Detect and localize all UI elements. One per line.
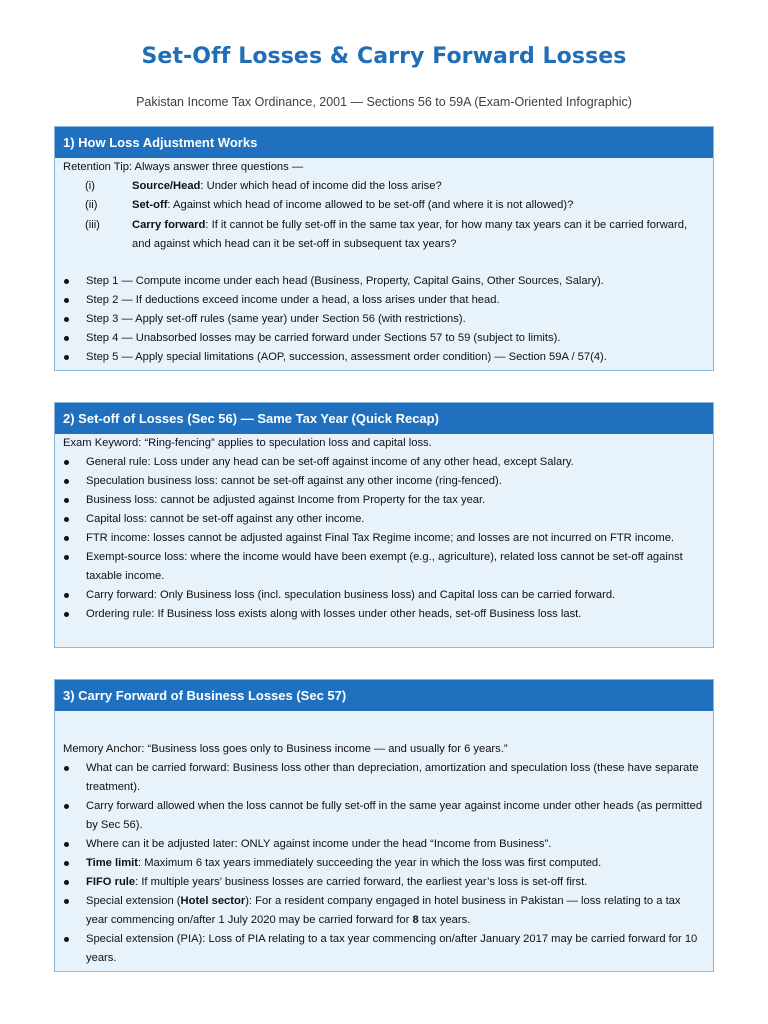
list-item: Step 1 — Compute income under each head (Business, Property, Capital Gains, Other Sources, Salary).: [63, 272, 705, 291]
list-item: Capital loss: cannot be set-off against any other income.: [63, 510, 705, 529]
list-item: General rule: Loss under any head can be set-off against income of any other head, except Salary.: [63, 453, 705, 472]
list-item: Step 5 — Apply special limitations (AOP, succession, assessment order condition) — Section 59A / 57(4).: [63, 348, 705, 367]
set-off-list: [63, 453, 705, 624]
list-item: Carry forward allowed when the loss cannot be fully set-off in the same year against income under other heads (as permitted by Sec 56).: [63, 797, 705, 835]
list-item: Carry forward: Only Business loss (incl. speculation business loss) and Capital loss can be carried forward.: [63, 586, 705, 605]
list-item: Time limit: Maximum 6 tax years immediately succeeding the year in which the loss was first computed.: [63, 854, 705, 873]
question-item: (iii) Carry forward: If it cannot be fully set-off in the same tax year, for how many tax years can it be carried forward, and against which head can it be set-off in subsequent tax years?: [85, 219, 688, 250]
list-item: Where can it be adjusted later: ONLY against income under the head “Income from Business”.: [63, 835, 705, 854]
list-item: FIFO rule: If multiple years’ business losses are carried forward, the earliest year’s loss is set-off first.: [63, 873, 705, 892]
section-set-off: [54, 402, 714, 648]
memory-anchor: Memory Anchor: “Business loss goes only to Business income — and usually for 6 years.”: [63, 743, 508, 755]
retention-tip: Retention Tip: Always answer three questions —: [63, 161, 304, 173]
page-subtitle: Pakistan Income Tax Ordinance, 2001 — Sections 56 to 59A (Exam-Oriented Infographic): [136, 95, 632, 109]
question-item: (ii) Set-off: Against which head of income allowed to be set-off (and where it is not allowed)?: [85, 199, 574, 211]
list-item: Special extension (Hotel sector): For a resident company engaged in hotel business in Pakistan — loss relating to a tax year commencing on/after 1 July 2020 may be carried forward for 8 tax years.: [63, 892, 705, 930]
list-item: What can be carried forward: Business loss other than depreciation, amortization and speculation loss (these have separate treatment).: [63, 759, 705, 797]
list-item: Step 2 — If deductions exceed income under a head, a loss arises under that head.: [63, 291, 705, 310]
section-header: 1) How Loss Adjustment Works: [55, 127, 713, 158]
exam-keyword: Exam Keyword: “Ring-fencing” applies to speculation loss and capital loss.: [63, 437, 432, 449]
carry-forward-list: [63, 759, 705, 968]
section-carry-forward: [54, 679, 714, 972]
list-item: Ordering rule: If Business loss exists along with losses under other heads, set-off Business loss last.: [63, 605, 705, 624]
section-loss-adjustment: [54, 126, 714, 371]
question-list: [63, 177, 705, 254]
list-item: FTR income: losses cannot be adjusted against Final Tax Regime income; and losses are not incurred on FTR income.: [63, 529, 705, 548]
list-item: Step 4 — Unabsorbed losses may be carried forward under Sections 57 to 59 (subject to limits).: [63, 329, 705, 348]
section-header: 2) Set-off of Losses (Sec 56) — Same Tax Year (Quick Recap): [55, 403, 713, 434]
steps-list: [63, 272, 705, 367]
list-item: Speculation business loss: cannot be set-off against any other income (ring-fenced).: [63, 472, 705, 491]
page-title: Set-Off Losses & Carry Forward Losses: [141, 44, 627, 69]
list-item: Step 3 — Apply set-off rules (same year) under Section 56 (with restrictions).: [63, 310, 705, 329]
section-header: 3) Carry Forward of Business Losses (Sec 57): [55, 680, 713, 711]
list-item: Exempt-source loss: where the income would have been exempt (e.g., agriculture), related loss cannot be set-off against taxable income.: [63, 548, 705, 586]
list-item: Business loss: cannot be adjusted against Income from Property for the tax year.: [63, 491, 705, 510]
list-item: Special extension (PIA): Loss of PIA relating to a tax year commencing on/after January 2017 may be carried forward for 10 years.: [63, 930, 705, 968]
question-item: (i) Source/Head: Under which head of income did the loss arise?: [85, 180, 442, 192]
